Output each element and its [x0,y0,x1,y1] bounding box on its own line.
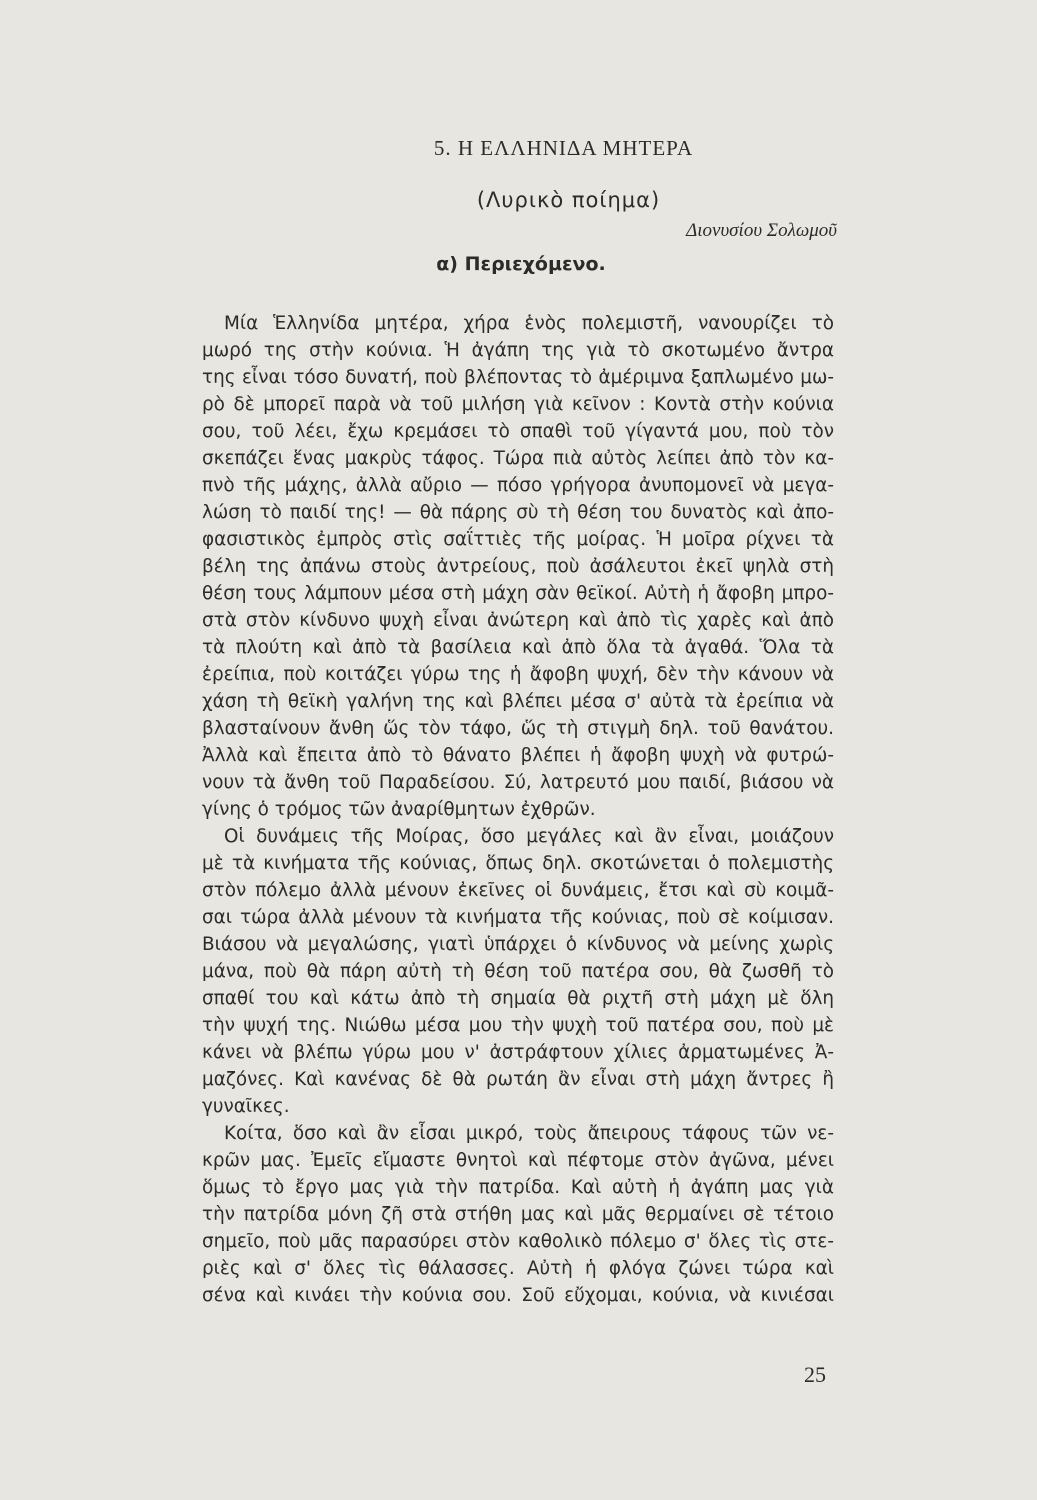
body-text [202,310,834,1309]
text-line: τὴν πατρίδα μόνη ζῆ στὰ στήθη μας καὶ μᾶς θερμαίνει σὲ τέτοιο [202,1204,834,1225]
text-line: ρὸ δὲ μπορεῖ παρὰ νὰ τοῦ μιλήση γιὰ κεῖνον : Κοντὰ στὴν κούνια [202,394,834,415]
text-line: γυναῖκες. [202,1096,290,1117]
text-line: στὰ στὸν κίνδυνο ψυχὴ εἶναι ἀνώτερη καὶ ἀπὸ τὶς χαρὲς καὶ ἀπὸ [202,610,834,631]
text-line: πνὸ τῆς μάχης, ἀλλὰ αὔριο — πόσο γρήγορα ἀνυπομονεῖ νὰ μεγα- [202,475,834,496]
text-line: στὸν πόλεμο ἀλλὰ μένουν ἐκεῖνες οἱ δυνάμεις, ἔτσι καὶ σὺ κοιμᾶ- [202,880,834,901]
text-line: μαζόνες. Καὶ κανένας δὲ θὰ ρωτάη ἂν εἶναι στὴ μάχη ἄντρες ἢ [202,1069,834,1090]
text-line: σαι τώρα ἀλλὰ μένουν τὰ κινήματα τῆς κούνιας, ποὺ σὲ κοίμισαν. [202,907,834,928]
text-line: σπαθί του καὶ κάτω ἀπὸ τὴ σημαία θὰ ριχτῆ στὴ μάχη μὲ ὅλη [202,988,834,1009]
text-line: βλασταίνουν ἄνθη ὥς τὸν τάφο, ὥς τὴ στιγμὴ δηλ. τοῦ θανάτου. [202,718,834,739]
text-line: μωρό της στὴν κούνια. Ἡ ἀγάπη της γιὰ τὸ σκοτωμένο ἄντρα [202,340,834,361]
text-line: σου, τοῦ λέει, ἔχω κρεμάσει τὸ σπαθὶ τοῦ γίγαντά μου, ποὺ τὸν [202,421,834,442]
text-line: ριὲς καὶ σ' ὅλες τὶς θάλασσες. Αὐτὴ ἡ φλόγα ζώνει τώρα καὶ [202,1258,834,1279]
text-line: κρῶν μας. Ἐμεῖς εἴμαστε θνητοὶ καὶ πέφτομε στὸν ἀγῶνα, μένει [202,1150,834,1171]
text-line: ἐρείπια, ποὺ κοιτάζει γύρω της ἡ ἄφοβη ψυχή, δὲν τὴν κάνουν νὰ [202,664,834,685]
text-line: βέλη της ἀπάνω στοὺς ἀντρείους, ποὺ ἀσάλευτοι ἐκεῖ ψηλὰ στὴ [202,556,834,577]
text-line: ὅμως τὸ ἔργο μας γιὰ τὴν πατρίδα. Καὶ αὐτὴ ἡ ἀγάπη μας γιὰ [202,1177,834,1198]
text-line: τὰ πλούτη καὶ ἀπὸ τὰ βασίλεια καὶ ἀπὸ ὅλα τὰ ἀγαθά. Ὅλα τὰ [202,637,834,658]
text-line: μὲ τὰ κινήματα τῆς κούνιας, ὅπως δηλ. σκοτώνεται ὁ πολεμιστὴς [202,853,834,874]
text-line: σένα καὶ κινάει τὴν κούνια σου. Σοῦ εὔχομαι, κούνια, νὰ κινιέσαι [202,1285,834,1306]
text-line: γίνης ὁ τρόμος τῶν ἀναρίθμητων ἐχθρῶν. [202,799,596,820]
chapter-subtitle: (Λυρικὸ ποίημα) [476,188,661,212]
text-line: τὴν ψυχή της. Νιώθω μέσα μου τὴν ψυχὴ τοῦ πατέρα σου, ποὺ μὲ [202,1015,834,1036]
text-line: σημεῖο, ποὺ μᾶς παρασύρει στὸν καθολικὸ πόλεμο σ' ὅλες τὶς στε- [202,1231,834,1252]
text-line: Κοίτα, ὅσο καὶ ἂν εἶσαι μικρό, τοὺς ἄπειρους τάφους τῶν νε- [224,1123,834,1144]
text-line: Οἱ δυνάμεις τῆς Μοίρας, ὅσο μεγάλες καὶ ἂν εἶναι, μοιάζουν [224,826,834,847]
text-line: της εἶναι τόσο δυνατή, ποὺ βλέποντας τὸ ἀμέριμνα ξαπλωμένο μω- [202,367,834,388]
text-line: Μία Ἑλληνίδα μητέρα, χήρα ἑνὸς πολεμιστῆ, νανουρίζει τὸ [224,313,834,334]
text-line: Βιάσου νὰ μεγαλώσης, γιατὶ ὑπάρχει ὁ κίνδυνος νὰ μείνης χωρὶς [202,934,834,955]
section-heading: α) Περιεχόμενο. [436,253,606,275]
text-line: νουν τὰ ἄνθη τοῦ Παραδείσου. Σύ, λατρευτό μου παιδί, βιάσου νὰ [202,772,834,793]
chapter-title: 5. Η ΕΛΛΗΝΙΔΑ ΜΗΤΕΡΑ [433,136,694,160]
text-line: λώση τὸ παιδί της! — θὰ πάρης σὺ τὴ θέση του δυνατὸς καὶ ἀπο- [202,502,834,523]
text-line: θέση τους λάμπουν μέσα στὴ μάχη σὰν θεϊκοί. Αὐτὴ ἡ ἄφοβη μπρο- [202,583,834,604]
text-line: μάνα, ποὺ θὰ πάρη αὐτὴ τὴ θέση τοῦ πατέρα σου, θὰ ζωσθῆ τὸ [202,961,834,982]
text-line: χάση τὴ θεϊκὴ γαλήνη της καὶ βλέπει μέσα σ' αὐτὰ τὰ ἐρείπια νὰ [202,691,834,712]
text-line: σκεπάζει ἕνας μακρὺς τάφος. Τώρα πιὰ αὐτὸς λείπει ἀπὸ τὸν κα- [202,448,834,469]
text-line: κάνει νὰ βλέπω γύρω μου ν' ἀστράφτουν χίλιες ἀρματωμένες Ἀ- [202,1042,834,1063]
text-line: Ἀλλὰ καὶ ἔπειτα ἀπὸ τὸ θάνατο βλέπει ἡ ἄφοβη ψυχὴ νὰ φυτρώ- [202,745,834,766]
text-line: φασιστικὸς ἐμπρὸς στὶς σαΐττιὲς τῆς μοίρας. Ἡ μοῖρα ρίχνει τὰ [202,529,834,550]
author-name: Διονυσίου Σολωμοῦ [686,220,837,241]
page-number: 25 [804,1362,826,1387]
